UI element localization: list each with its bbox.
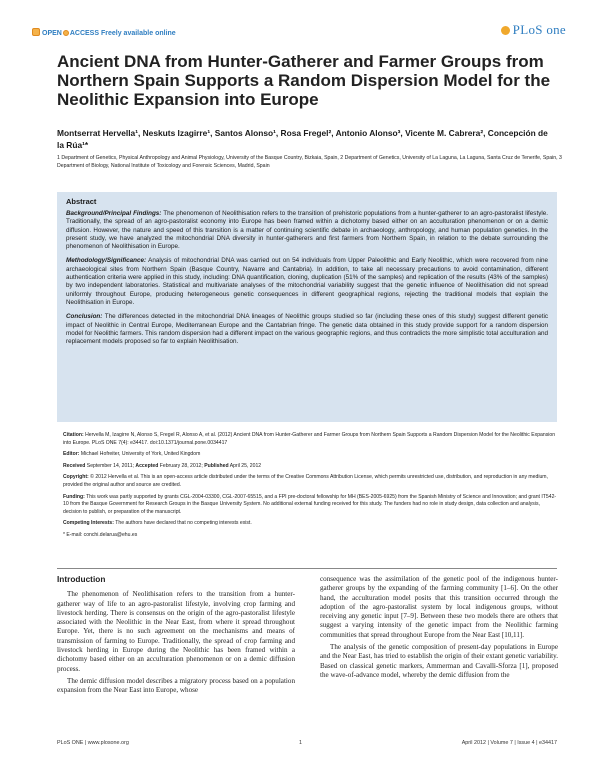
intro-paragraph-3: consequence was the assimilation of the genetic pool of the indigenous hunter-gatherer groups by the expanding of the farming community [1–6]. On the other hand, the acculturation model posits that this transition occurred through the adoption of the agro-pastoralist system by local indigenous groups, without receiving any genetic input [7–9]. Between these two models there are others that suggest a varying intensity of the genetic impact from the Neolithic farming communities that spread throughout Europe from the Near East [10,11].: [320, 575, 558, 639]
funding-text: This work was partly supported by grants CGL-2004-03300, CGL-2007-65515, and a FPI pre-doctoral fellowship for MH (BES-2005-6925) from the Spanish Ministry of Science and Innovation; and grant IT542-10 from the Basque Government for Research Groups in the Basque University System. No additional external funding received for this study. The funders had no role in study design, data collection and analysis, decision to publish, or preparation of the manuscript.: [63, 493, 557, 515]
conclusion-label: Conclusion:: [66, 313, 103, 321]
received-label: Received: [63, 462, 86, 469]
background-text: The phenomenon of Neolithisation refers to the transition of prehistoric populations from a hunter-gatherer to an agro-pastoralist lifestyle. Traditionally, the spread of an agro-pastoralist economy into Europe has been framed within a dichotomy based either on an acculturation phenomenon or on a demic diffusion. However, the nature and speed of this transition is a matter of continuing scientific debate in archaeology, anthropology, and human population genetics. In the present study, we have analyzed the mitochondrial DNA diversity in hunter-gatherers and first farmers from Northern Spain, in relation to the debate surrounding the phenomenon of Neolithisation in Europe.: [66, 210, 548, 251]
accepted-date: February 28, 2012;: [158, 462, 205, 469]
open-access-banner: [32, 28, 176, 37]
abstract-box: [57, 192, 557, 422]
funding: [63, 494, 558, 517]
freely-available-label: Freely available online: [100, 30, 176, 37]
competing-text: The authors have declared that no competing interests exist.: [113, 520, 252, 527]
competing-interests: [63, 520, 558, 528]
article-metadata: [63, 432, 558, 544]
received-date: September 14, 2011;: [85, 462, 136, 469]
page-number: 1: [299, 740, 302, 746]
background-label: Background/Principal Findings:: [66, 210, 162, 217]
copyright-label: Copyright:: [63, 474, 89, 481]
citation: [63, 432, 558, 447]
competing-label: Competing Interests:: [63, 520, 114, 527]
article-title: Ancient DNA from Hunter-Gatherer and Farmer Groups from Northern Spain Supports a Random Dispersion Model for the Neolithic Expansion into Europe: [57, 52, 551, 109]
editor-label: Editor:: [63, 451, 80, 458]
plos-one-logo[interactable]: [501, 22, 566, 38]
accepted-label: Accepted: [135, 462, 159, 469]
methodology-text: Analysis of mitochondrial DNA was carried out on 54 individuals from Upper Paleolithic and Early Neolithic, which were recovered from nine archaeological sites from Northern Spain (Basque Country, Navarre and Cantabria). In addition, to take all necessary precautions to avoid contamination, different authentication criteria were applied in this study, including: DNA quantification, cloning, duplication (51% of the samples) and replication of the results (43% of the samples) by two independent laboratories. Statistical and multivariate analyses of the mitochondrial variability suggest that the genetic influence of Neolithisation did not spread uniformly throughout Europe, producing heterogeneous genetic consequences in different geographical regions, rejecting the traditional models that explain the Neolithisation in Europe.: [66, 257, 548, 306]
abstract-methodology: [66, 257, 548, 307]
introduction-heading: Introduction: [57, 574, 106, 584]
copyright: [63, 474, 558, 489]
editor: [63, 451, 558, 459]
conclusion-text: The differences detected in the mitochondrial DNA lineages of Neolithic groups studied so far (including these ones of this study) suggest different genetic impact of Neolithic in Central Europe, Mediterranean Europe and the Cantabrian fringe. The genetic data obtained in this study provide support for a random dispersion model for Neolithic farmers. This random dispersion had a different impact on the various geographic regions, and thus contradicts the more simplistic total acculturation and replacement models proposed so far to explain Neolithisation.: [66, 313, 548, 346]
section-divider: [57, 568, 557, 569]
dates: [63, 463, 558, 471]
intro-paragraph-4: The analysis of the genetic composition of present-day populations in Europe and the Near East, has tried to establish the origin of their extant genetic variability. Based on classical genetic markers, Ammerman and Cavalli-Sforza [1], proposed the wave-of-advance model, whereby the demic diffusion from the: [320, 643, 558, 679]
footer-journal-link[interactable]: PLoS ONE | www.plosone.org: [57, 740, 129, 746]
abstract-heading: Abstract: [66, 197, 97, 206]
column-left: [57, 575, 295, 699]
copyright-text: © 2012 Hervella et al. This is an open-access article distributed under the terms of the Creative Commons Attribution License, which permits unrestricted use, distribution, and reproduction in any medium, provided the original author and source are credited.: [63, 474, 548, 488]
abstract-background: [66, 210, 548, 251]
journal-logo-text: PLoS one: [512, 22, 566, 37]
editor-text: Michael Hofreiter, University of York, United Kingdom: [79, 451, 201, 458]
affiliations: 1 Department of Genetics, Physical Anthropology and Animal Physiology, University of the Basque Country, Bizkaia, Spain, 2 Department of Genetics, University of La Laguna, La Laguna, Santa Cruz de Tenerife, Spain, 3 Department of Biology, National Institute of Toxicology and Forensic Sciences, Madrid, Spain: [57, 155, 562, 169]
citation-label: Citation:: [63, 432, 84, 438]
funding-label: Funding:: [63, 493, 85, 500]
column-right: [320, 575, 558, 683]
intro-paragraph-2: The demic diffusion model describes a migratory process based on a population expansion from the Near East into Europe, whose: [57, 676, 295, 695]
author-list: Montserrat Hervella¹, Neskuts Izagirre¹, Santos Alonso¹, Rosa Fregel², Antonio Alonso³, Vicente M. Cabrera², Concepción de la Rúa¹*: [57, 128, 548, 150]
email[interactable]: * E-mail: conchi.delarua@ehu.es: [63, 531, 138, 538]
citation-text[interactable]: Hervella M, Izagirre N, Alonso S, Fregel R, Alonso A, et al. (2012) Ancient DNA from Hunter-Gatherer and Farmer Groups from Northern Spain Supports a Random Dispersion Model for the Neolithic Expansion into Europe. PLoS ONE 7(4): e34417. doi:10.1371/journal.pone.0034417: [63, 432, 556, 446]
methodology-label: Methodology/Significance:: [66, 257, 147, 265]
published-date: April 25, 2012: [228, 462, 262, 469]
footer-issue-info: April 2012 | Volume 7 | Issue 4 | e34417: [461, 740, 557, 746]
intro-paragraph-1: The phenomenon of Neolithisation refers to the transition from a hunter-gatherer way of life to an agro-pastoralist lifestyle, involving crop farming and livestock herding. There is consensus on the origin of the agro-pastoralist lifestyle associated with the Neolithic in the Near East, from where it spread throughout Europe. Yet, there is no such agreement on the mechanisms and means of transmission of farming to Europe. Traditionally, the spread of crop farming and livestock herding in Europe during the Neolithic has been framed within a dichotomy based either on an acculturation phenomenon or on a demic diffusion process.: [57, 590, 295, 673]
open-label: OPEN: [42, 30, 62, 37]
abstract-conclusion: [66, 313, 548, 346]
access-label: ACCESS: [69, 30, 100, 37]
published-label: Published: [204, 462, 229, 469]
access-lock-icon: [63, 30, 69, 36]
open-access-lock-icon: [32, 28, 40, 36]
page-footer: [57, 740, 557, 750]
plos-sun-icon: [501, 26, 510, 35]
